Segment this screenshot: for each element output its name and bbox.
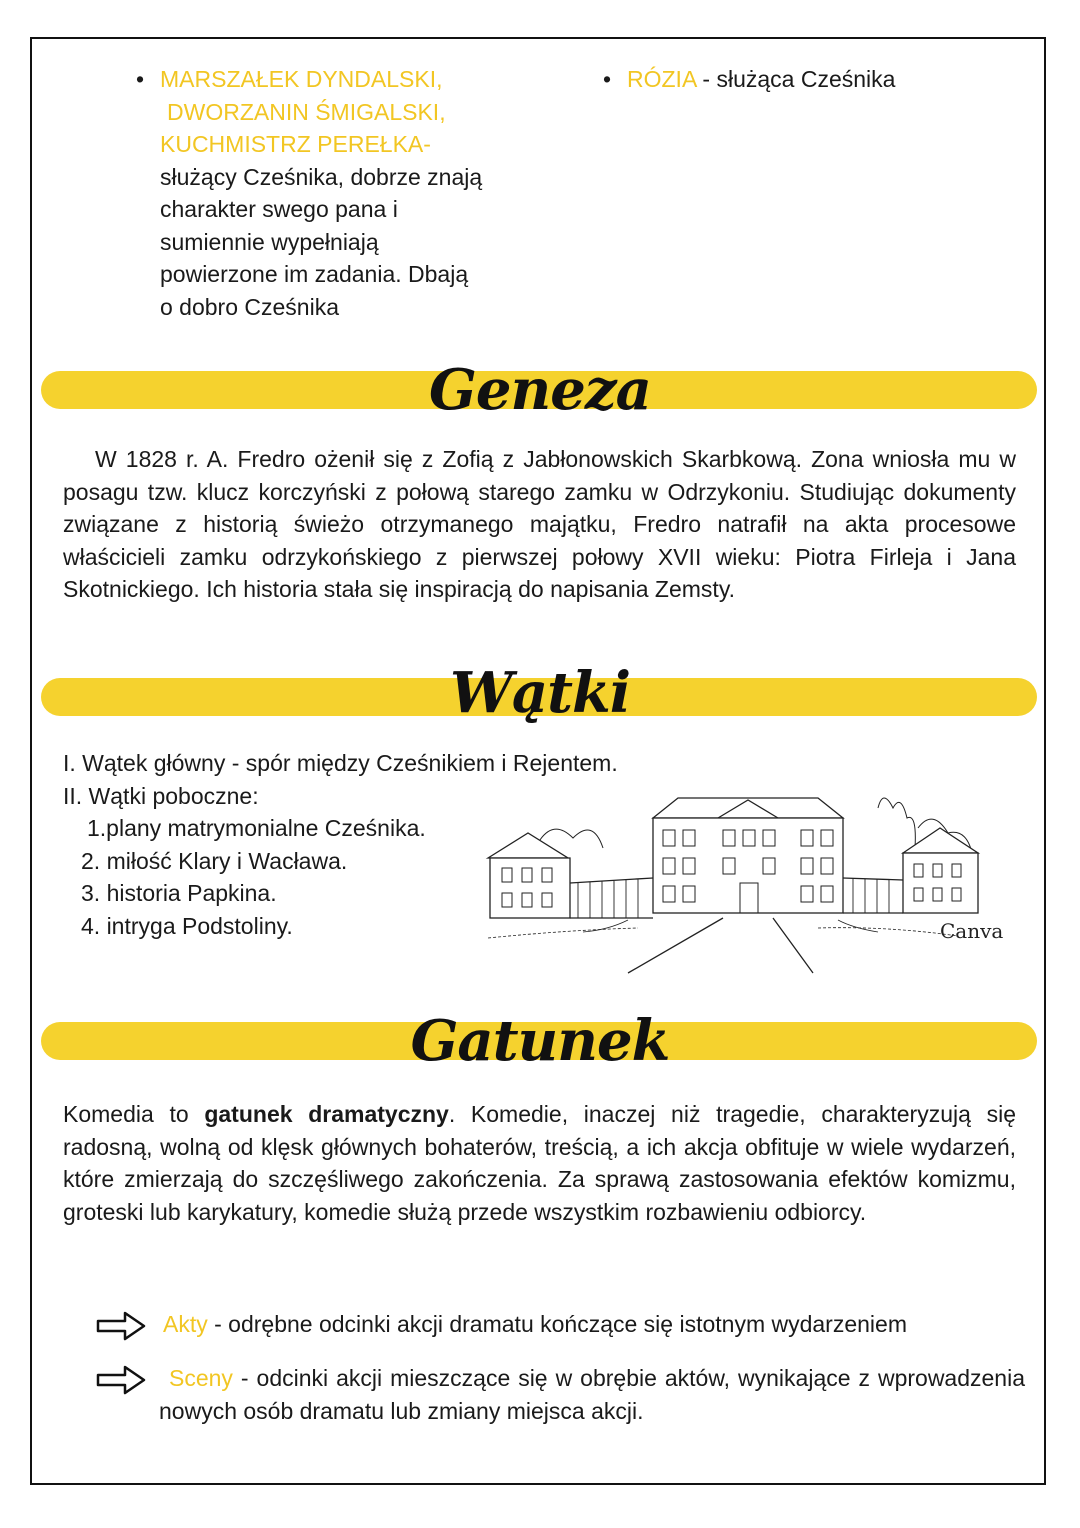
- servants-desc-2: charakter swego pana i: [160, 196, 398, 222]
- term-akty-name: Akty: [163, 1311, 208, 1337]
- term-akty: [95, 1308, 1025, 1348]
- gatunek-rest: . Komedie, inaczej niż tragedie, charakteryzują się radosną, wolną od klęsk głównych bohaterów, treścią, a ich akcja obfituje w wiele wydarzeń, które zmierzają do szczęśliwego zakończenia. Za sprawą zastosowania efektów komizmu, groteski lub karykatury, komedie służą przede wszystkim rozbawieniu odbiorcy.: [63, 1101, 1016, 1225]
- gatunek-bold: gatunek dramatyczny: [204, 1101, 449, 1127]
- geneza-paragraph: [63, 443, 1016, 606]
- rozia-entry: [603, 63, 1003, 96]
- watek-item-2: 2. miłość Klary i Wacława.: [81, 847, 348, 874]
- image-credit: Canva: [940, 919, 1004, 943]
- watek-item-3: 3. historia Papkina.: [81, 880, 277, 906]
- term-sceny-name: Sceny: [169, 1365, 233, 1391]
- servants-desc-5: o dobro Cześnika: [160, 293, 339, 320]
- servants-desc-1: służący Cześnika, dobrze znają: [160, 163, 483, 190]
- arrow-right-icon: [95, 1310, 147, 1342]
- servants-desc-3: sumiennie wypełniają: [160, 228, 379, 255]
- rozia-desc: - służąca Cześnika: [696, 66, 896, 92]
- watek-item-1: 1.plany matrymonialne Cześnika.: [87, 815, 426, 841]
- watek-item-4: 4. intryga Podstoliny.: [81, 912, 293, 939]
- term-akty-definition: - odrębne odcinki akcji dramatu kończące się istotnym wydarzeniem: [207, 1311, 907, 1337]
- bullet: •: [136, 66, 145, 92]
- geneza-text: W 1828 r. A. Fredro ożenił się z Zofią z Jabłonowskich Skarbkową. Zona wniosła mu w posagu tzw. klucz korczyński z połową starego zamku w Odrzykoniu. Studiując dokumenty związane z historią świeżo otrzymanego majątku, Fredro natrafił na akta procesowe właścicieli zamku odrzykońskiego z pierwszej połowy XVII wieku: Piotra Firleja i Jana Skotnickiego. Ich historia stała się inspiracją do napisania Zemsty.: [63, 446, 1016, 602]
- manor-house-illustration: [478, 778, 1018, 978]
- gatunek-title: Gatunek: [410, 1008, 670, 1074]
- gatunek-intro: Komedia to: [63, 1101, 205, 1127]
- watki-title: Wątki: [449, 660, 631, 726]
- term-sceny: [95, 1362, 1025, 1432]
- arrow-right-icon: [95, 1364, 147, 1396]
- servant-name-3: KUCHMISTRZ PEREŁKA-: [160, 131, 431, 157]
- servant-name-1: MARSZAŁEK DYNDALSKI,: [160, 66, 443, 92]
- gatunek-paragraph: [63, 1098, 1016, 1228]
- watek-main: I. Wątek główny - spór między Cześnikiem i Rejentem.: [63, 750, 618, 776]
- servant-name-2: DWORZANIN ŚMIGALSKI,: [167, 98, 446, 125]
- geneza-title: Geneza: [429, 357, 651, 423]
- rozia-name: RÓZIA: [627, 66, 697, 92]
- term-sceny-definition: - odcinki akcji mieszczące się w obrębie aktów, wynikające z wprowadzenia nowych osób dramatu lub zmiany miejsca akcji.: [159, 1365, 1025, 1424]
- watki-side-header: II. Wątki poboczne:: [63, 782, 259, 809]
- bullet: •: [603, 66, 612, 92]
- watki-list: [63, 747, 618, 942]
- servants-entry: [136, 63, 536, 323]
- servants-desc-4: powierzone im zadania. Dbają: [160, 261, 469, 287]
